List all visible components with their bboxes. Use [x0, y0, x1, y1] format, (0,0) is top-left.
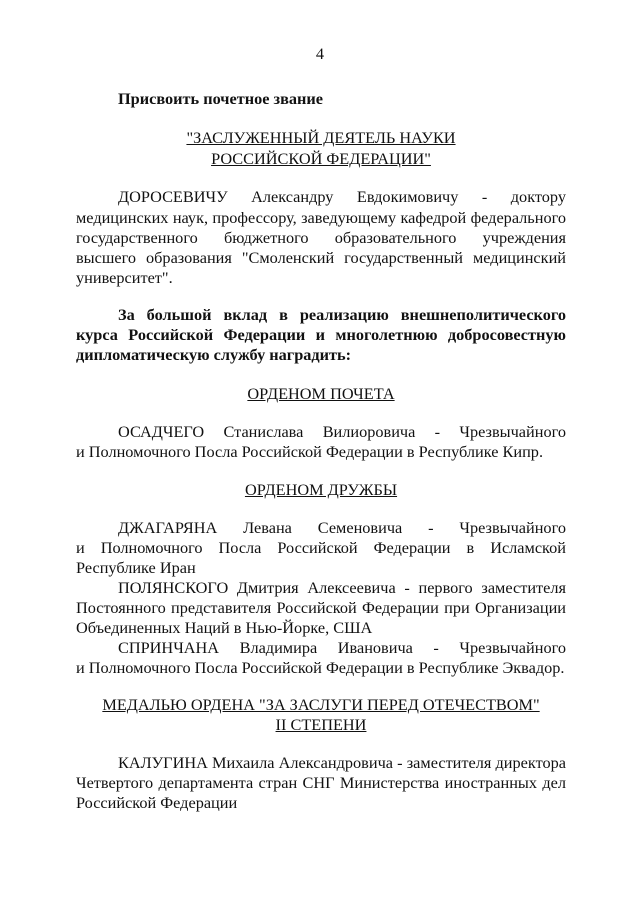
- medal-heading-line-2: II СТЕПЕНИ: [275, 715, 367, 734]
- medal-p-line-2: Четвертого департамента стран СНГ Министерства иностранных дел: [76, 773, 566, 792]
- p1-line-2: медицинских наук, профессору, заведующему кафедрой федерального: [76, 208, 566, 227]
- p1-line-1: ДОРОСЕВИЧУ Александру Евдокимовичу - доктору: [118, 187, 566, 206]
- friendship-p3-line-2: и Полномочного Посла Российской Федерации в Республике Эквадор.: [76, 658, 565, 677]
- medal-heading-line-1: МЕДАЛЬЮ ОРДЕНА "ЗА ЗАСЛУГИ ПЕРЕД ОТЕЧЕСТВОМ": [102, 695, 540, 714]
- friendship-p2-line-3: Объединенных Наций в Нью-Йорке, США: [76, 618, 373, 637]
- order-honour-p-line-1: ОСАДЧЕГО Станислава Вилиоровича - Чрезвычайного: [118, 422, 566, 441]
- award-intro-line-2: курса Российской Федерации и многолетнюю добросовестную: [76, 325, 566, 344]
- friendship-p1-line-3: Республике Иран: [76, 558, 196, 577]
- friendship-p3-line-1: СПРИНЧАНА Владимира Ивановича - Чрезвычайного: [118, 638, 566, 657]
- order-honour-heading: ОРДЕНОМ ПОЧЕТА: [247, 384, 395, 403]
- order-honour-p-line-2: и Полномочного Посла Российской Федерации в Республике Кипр.: [76, 442, 544, 461]
- friendship-p2-line-1: ПОЛЯНСКОГО Дмитрия Алексеевича - первого заместителя: [118, 578, 566, 597]
- intro-text: Присвоить почетное звание: [118, 89, 323, 108]
- award-intro-line-1: За большой вклад в реализацию внешнеполитического: [118, 305, 566, 324]
- friendship-p2-line-2: Постоянного представителя Российской Федерации при Организации: [76, 598, 566, 617]
- friendship-p1-line-1: ДЖАГАРЯНА Левана Семеновича - Чрезвычайного: [118, 518, 566, 537]
- p1-line-3: государственного бюджетного образовательного учреждения: [76, 228, 566, 247]
- p1-line-4: высшего образования "Смоленский государственный медицинский: [76, 248, 566, 267]
- medal-p-line-3: Российской Федерации: [76, 793, 238, 812]
- title-line-1: "ЗАСЛУЖЕННЫЙ ДЕЯТЕЛЬ НАУКИ: [186, 128, 456, 147]
- order-friendship-heading: ОРДЕНОМ ДРУЖБЫ: [244, 480, 398, 499]
- medal-p-line-1: КАЛУГИНА Михаила Александровича - заместителя директора: [118, 753, 566, 772]
- title-line-2: РОССИЙСКОЙ ФЕДЕРАЦИИ": [211, 149, 431, 168]
- friendship-p1-line-2: и Полномочного Посла Российской Федерации в Исламской: [76, 538, 566, 557]
- award-intro-line-3: дипломатическую службу наградить:: [76, 345, 352, 364]
- page-number: 4: [315, 44, 325, 63]
- p1-line-5: университет".: [76, 268, 173, 287]
